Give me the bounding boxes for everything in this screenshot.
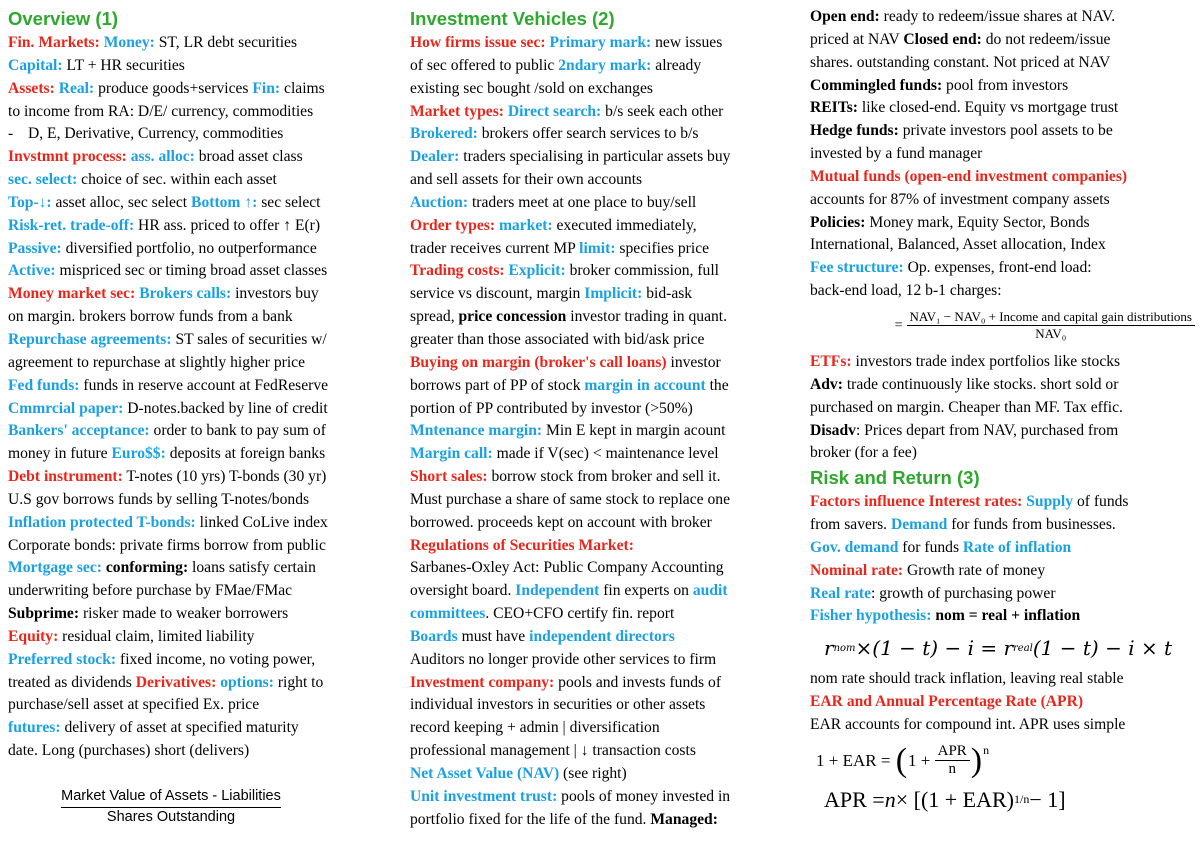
text-line: Mntenance margin: Min E kept in margin acount <box>410 422 726 440</box>
text-line: Trading costs: Explicit: broker commission, full <box>410 262 719 280</box>
text-line: portfolio fixed for the life of the fund. Managed: <box>410 810 718 828</box>
text-line: Sarbanes-Oxley Act: Public Company Accounting <box>410 559 724 577</box>
text-line: Must purchase a share of same stock to replace one <box>410 490 730 508</box>
text-line: Equity: residual claim, limited liability <box>8 627 255 645</box>
text-line: purchase/sell asset at specified Ex. price <box>8 696 260 714</box>
text-line: Dealer: traders specialising in particular assets buy <box>410 148 731 166</box>
text-line: Brokered: brokers offer search services to b/s <box>410 125 699 143</box>
text-line: Capital: LT + HR securities <box>8 56 185 74</box>
text-line: Nominal rate: Growth rate of money <box>810 561 1046 579</box>
text-line: from savers. Demand for funds from businesses. <box>810 516 1116 534</box>
text-line: futures: delivery of asset at specified maturity <box>8 719 299 737</box>
text-line: Invstmnt process: ass. alloc: broad asset class <box>8 148 303 166</box>
text-line: treated as dividends Derivatives: options: right to <box>8 673 324 691</box>
text-line: Cmmrcial paper: D-notes.backed by line of credit <box>8 399 328 417</box>
text-line: date. Long (purchases) short (delivers) <box>8 742 250 760</box>
nav-formula: = $\frac{\text{NAV₁ − NAV₀ + Income and capital gain distributions}}{\text{NAV₀}}$ <box>810 309 1195 343</box>
text-line: Net Asset Value (NAV) (see right) <box>410 765 627 782</box>
text-line: oversight board. Independent fin experts on audit <box>410 582 728 600</box>
text-line: Boards must have independent directors <box>410 627 675 645</box>
text-line: borrowed. proceeds kept on account with broker <box>410 513 712 531</box>
column-overview <box>8 6 396 763</box>
bullet-line: - D, E, Derivative, Currency, commodities <box>8 125 284 143</box>
section-title-risk-return: Risk and Return (3) <box>810 467 980 489</box>
text-line: Mutual funds (open-end investment companies) <box>810 167 1128 185</box>
text-line: How firms issue sec: Primary mark: new issues <box>410 34 723 51</box>
fisher-formula: r nom ×(1 − t) − i = r real (1 − t) − i × t <box>824 636 1173 661</box>
text-line: Corporate bonds: private firms borrow from public <box>8 536 326 554</box>
text-line: Margin call: made if V(sec) < maintenance level <box>410 445 719 463</box>
text-line: trader receives current MP limit: specifies price <box>410 239 710 257</box>
text-line: of sec offered to public 2ndary mark: already <box>410 56 702 74</box>
text-line: underwriting before purchase by FMae/FMac <box>8 582 293 600</box>
text-line: REITs: like closed-end. Equity vs mortgage trust <box>810 99 1119 117</box>
text-line: International, Balanced, Asset allocation, Index <box>810 236 1106 254</box>
text-line: Policies: Money mark, Equity Sector, Bonds <box>810 213 1090 231</box>
text-line: Factors influence Interest rates: Supply of funds <box>810 493 1129 511</box>
text-line: Open end: ready to redeem/issue shares at NAV. <box>810 8 1116 25</box>
text-line: spread, price concession investor trading in quant. <box>410 308 728 326</box>
text-line: priced at NAV Closed end: do not redeem/issue <box>810 30 1111 48</box>
text-line: Fisher hypothesis: nom = real + inflation <box>810 607 1081 625</box>
text-line: Commingled funds: pool from investors <box>810 76 1069 94</box>
text-line: existing sec bought /sold on exchanges <box>410 79 653 97</box>
market-value-formula <box>36 788 306 825</box>
text-line: Order types: market: executed immediately, <box>410 216 697 234</box>
text-line: Investment company: pools and invests funds of <box>410 673 722 691</box>
text-line: individual investors in securities or other assets <box>410 696 706 714</box>
text-line: broker (for a fee) <box>810 444 917 462</box>
text-line: shares. outstanding constant. Not priced at NAV <box>810 53 1111 71</box>
formula-numerator: Market Value of Assets - Liabilities <box>61 788 281 808</box>
text-line: Bankers' acceptance: order to bank to pay sum of <box>8 422 326 440</box>
text-line: Fin. Markets: Money: ST, LR debt securities <box>8 34 298 51</box>
text-line: Market types: Direct search: b/s seek each other <box>410 102 724 120</box>
text-line: agreement to repurchase at slightly higher price <box>8 353 306 371</box>
text-line: service vs discount, margin Implicit: bid-ask <box>410 285 693 303</box>
text-line: Passive: diversified portfolio, no outperformance <box>8 239 317 257</box>
text-line: ETFs: investors trade index portfolios like stocks <box>810 352 1121 370</box>
text-line: Repurchase agreements: ST sales of securities w/ <box>8 330 327 348</box>
column-funds-risk-return <box>810 6 1195 817</box>
text-line: Regulations of Securities Market: <box>410 536 634 554</box>
column-investment-vehicles <box>410 6 794 832</box>
text-line: sec. select: choice of sec. within each asset <box>8 171 277 189</box>
text-line: professional management | ↓ transaction costs <box>410 742 696 760</box>
text-line: purchased on margin. Cheaper than MF. Tax effic. <box>810 398 1123 416</box>
formula-denominator: Shares Outstanding <box>106 809 236 825</box>
ear-formula: 1 + EAR = ( 1 + $\frac{\text{APR}}{n}$ ) $^n$ <box>816 741 990 779</box>
text-line: Money market sec: Brokers calls: investors buy <box>8 285 319 303</box>
text-line: committees. CEO+CFO certify fin. report <box>410 605 675 623</box>
text-line: Fed funds: funds in reserve account at FedReserve <box>8 376 329 394</box>
text-line: Disadv: Prices depart from NAV, purchased from <box>810 421 1119 439</box>
text-line: Top-↓: asset alloc, sec select Bottom ↑: sec select <box>8 193 321 211</box>
text-line: Risk-ret. trade-off: HR ass. priced to offer ↑ E(r) <box>8 216 321 234</box>
text-line: to income from RA: D/E/ currency, commodities <box>8 102 314 120</box>
text-line: Hedge funds: private investors pool assets to be <box>810 122 1113 140</box>
apr-formula: APR = n × [(1 + EAR) 1/n − 1] <box>824 786 1066 812</box>
text-line: nom rate should track inflation, leaving real stable <box>810 670 1124 688</box>
text-line: EAR accounts for compound int. APR uses simple <box>810 715 1126 733</box>
text-line: accounts for 87% of investment company assets <box>810 190 1110 208</box>
text-line: Gov. demand for funds Rate of inflation <box>810 538 1072 556</box>
text-line: Inflation protected T-bonds: linked CoLive index <box>8 513 328 531</box>
text-line: Auction: traders meet at one place to buy/sell <box>410 193 697 211</box>
text-line: Fee structure: Op. expenses, front-end load: <box>810 259 1092 277</box>
text-line: EAR and Annual Percentage Rate (APR) <box>810 693 1084 711</box>
text-line: Debt instrument: T-notes (10 yrs) T-bonds (30 yr) <box>8 468 327 486</box>
text-line: Real rate: growth of purchasing power <box>810 584 1056 602</box>
text-line: Preferred stock: fixed income, no voting power, <box>8 650 316 668</box>
text-line: Assets: Real: produce goods+services Fin: claims <box>8 79 325 97</box>
text-line: Unit investment trust: pools of money invested in <box>410 787 731 805</box>
text-line: Adv: trade continuously like stocks. short sold or <box>810 375 1119 393</box>
section-title-investment-vehicles: Investment Vehicles (2) <box>410 8 615 29</box>
text-line: Subprime: risker made to weaker borrowers <box>8 605 289 623</box>
text-line: and sell assets for their own accounts <box>410 171 643 189</box>
nav-denominator: NAV₀ <box>1035 326 1067 342</box>
text-line: portion of PP contributed by investor (>50%) <box>410 399 693 417</box>
text-line: Buying on margin (broker's call loans) investor <box>410 353 721 371</box>
text-line: back-end load, 12 b-1 charges: <box>810 282 1002 300</box>
text-line: Mortgage sec: conforming: loans satisfy certain <box>8 559 316 577</box>
text-line: on margin. brokers borrow funds from a bank <box>8 308 293 326</box>
text-line: Auditors no longer provide other services to firm <box>410 650 717 668</box>
text-line: money in future Euro$$: deposits at foreign banks <box>8 445 326 463</box>
nav-numerator: NAV₁ − NAV₀ + Income and capital gain distributions <box>907 309 1196 326</box>
text-line: invested by a fund manager <box>810 145 983 163</box>
section-title-overview: Overview (1) <box>8 8 119 29</box>
text-line: borrows part of PP of stock margin in account the <box>410 376 729 394</box>
text-line: Active: mispriced sec or timing broad asset classes <box>8 262 328 280</box>
text-line: record keeping + admin | diversification <box>410 719 660 737</box>
text-line: U.S gov borrows funds by selling T-notes/bonds <box>8 490 310 508</box>
text-line: Short sales: borrow stock from broker and sell it. <box>410 468 721 486</box>
text-line: greater than those associated with bid/ask price <box>410 330 705 348</box>
